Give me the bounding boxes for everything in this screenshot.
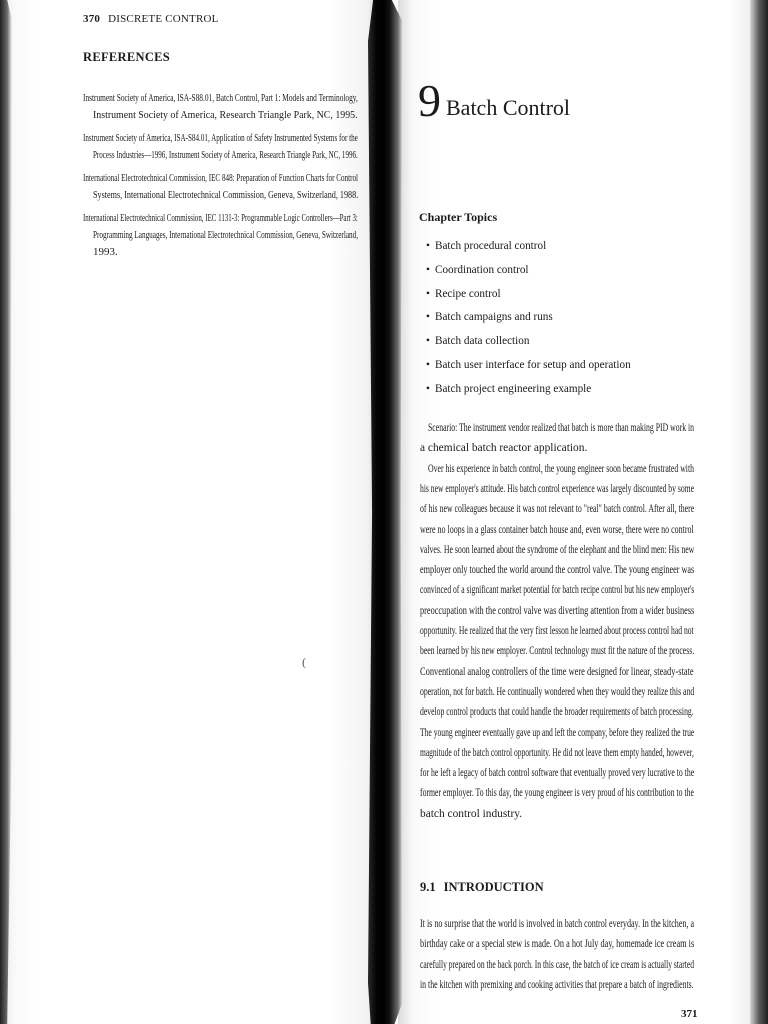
chapter-topic-item [426, 359, 631, 371]
scenario-line: The young engineer eventually gave up and left the company, before they realized the true [420, 726, 695, 739]
scenario-line: former employer. To this day, the young engineer is very proud of his contribution to the [420, 787, 694, 800]
scenario-line: his new employer's attitude. His batch control experience was largely discounted by some [420, 482, 694, 495]
reference-line: International Electrotechnical Commission, IEC 1131-3: Programmable Logic Controllers—Part 3: [83, 212, 358, 224]
bullet-icon: • [426, 359, 430, 371]
scenario-line: magnitude of the batch control opportunity. He did not leave them empty handed, however, [420, 746, 694, 759]
scenario-line: been learned by his new employer. Control technology must fit the nature of the process. [420, 645, 695, 658]
book-gutter-shadow [368, 0, 402, 1024]
chapter-topic-item [426, 288, 501, 300]
chapter-topic-label: Batch data collection [435, 335, 530, 348]
scenario-line: opportunity. He realized that the very first lesson he learned about process control had not [420, 625, 694, 637]
chapter-topic-label: Batch procedural control [435, 240, 547, 252]
chapter-title: Batch Control [446, 95, 571, 120]
scenario-line: develop control products that could handle the broader requirements of batch processing. [420, 706, 694, 719]
introduction-line: It is no surprise that the world is involved in batch control everyday. In the kitchen, a [420, 918, 695, 930]
reference-line: Programming Languages, International Electrotechnical Commission, Geneva, Switzerland, [93, 229, 359, 241]
scenario-line: valves. He soon learned about the syndrome of the elephant and the blind men: His new [420, 543, 695, 556]
references-heading: REFERENCES [83, 50, 171, 64]
running-head [83, 13, 219, 25]
chapter-topic-item [426, 264, 529, 276]
bullet-icon: • [426, 240, 430, 252]
section-title: INTRODUCTION [443, 880, 544, 894]
stray-mark: ( [302, 655, 306, 669]
section-heading [420, 880, 544, 895]
scenario-line: were no loops in a glass container batch house and, even worse, there were no control [420, 523, 694, 536]
introduction-line: in the kitchen with premixing and cooking activities that prepare a batch of ingredients. [420, 978, 694, 991]
chapter-topic-label: Coordination control [435, 263, 529, 276]
chapter-number: 9 [418, 75, 441, 126]
right-page-number: 371 [681, 1008, 698, 1020]
reference-line: Systems, International Electrotechnical Commission, Geneva, Switzerland, 1988. [93, 189, 359, 201]
reference-line: Instrument Society of America, ISA-S84.01, Application of Safety Instrumented Systems for the [83, 132, 358, 144]
scenario-line: a chemical batch reactor application. [420, 442, 588, 455]
chapter-topic-label: Recipe control [435, 287, 501, 300]
bullet-icon: • [426, 263, 430, 276]
introduction-line: carefully prepared on the back porch. In this case, the batch of ice cream is actually started [420, 958, 695, 971]
chapter-topic-label: Batch user interface for setup and operation [435, 359, 631, 371]
bullet-icon: • [426, 287, 430, 300]
running-head-title: DISCRETE CONTROL [108, 13, 219, 25]
chapter-topic-label: Batch project engineering example [435, 382, 592, 395]
section-number: 9.1 [420, 880, 436, 894]
scenario-line: employer only touched the world around the control valve. The young engineer was [420, 564, 695, 577]
reference-line: Process Industries—1996, Instrument Society of America, Research Triangle Park, NC, 1996. [93, 149, 358, 161]
bullet-icon: • [426, 335, 430, 348]
scenario-line: for he left a legacy of batch control software that eventually proved very lucrative to the [420, 767, 695, 780]
chapter-topic-item [426, 335, 529, 347]
scenario-line: preoccupation with the control valve was diverting attention from a wider business [420, 604, 695, 617]
chapter-topic-item [426, 311, 553, 323]
reference-line: 1993. [93, 246, 118, 258]
chapter-topic-item [426, 240, 546, 252]
chapter-topics-heading: Chapter Topics [419, 210, 498, 224]
chapter-topic-label: Batch campaigns and runs [435, 311, 553, 324]
reference-line: International Electrotechnical Commission, IEC 848: Preparation of Function Charts for Control [83, 172, 358, 184]
left-page-number: 370 [83, 13, 101, 25]
scenario-line: batch control industry. [420, 807, 523, 820]
bullet-icon: • [426, 311, 430, 324]
scenario-line: Conventional analog controllers of the time were designed for linear, steady-state [420, 665, 694, 678]
bullet-icon: • [426, 382, 430, 395]
reference-line: Instrument Society of America, Research Triangle Park, NC, 1995. [93, 109, 358, 121]
introduction-line: birthday cake or a special stew is made. On a hot July day, homemade ice cream is [420, 938, 695, 951]
scenario-line: operation, not for batch. He continually wondered when they would they realize this and [420, 685, 695, 698]
chapter-topic-item [426, 383, 591, 395]
scenario-line: Scenario: The instrument vendor realized that batch is more than making PID work in [428, 422, 695, 434]
right-page-edge-shadow [750, 0, 768, 1024]
scenario-line: of his new colleagues because it was not relevant to "real" batch control. After all, there [420, 503, 695, 516]
reference-line: Instrument Society of America, ISA-S88.01, Batch Control, Part 1: Models and Terminology, [83, 92, 358, 104]
scenario-line: Over his experience in batch control, the young engineer soon became frustrated with [428, 462, 695, 475]
scenario-line: convinced of a significant market potential for batch recipe control but his new employer's [420, 584, 695, 597]
